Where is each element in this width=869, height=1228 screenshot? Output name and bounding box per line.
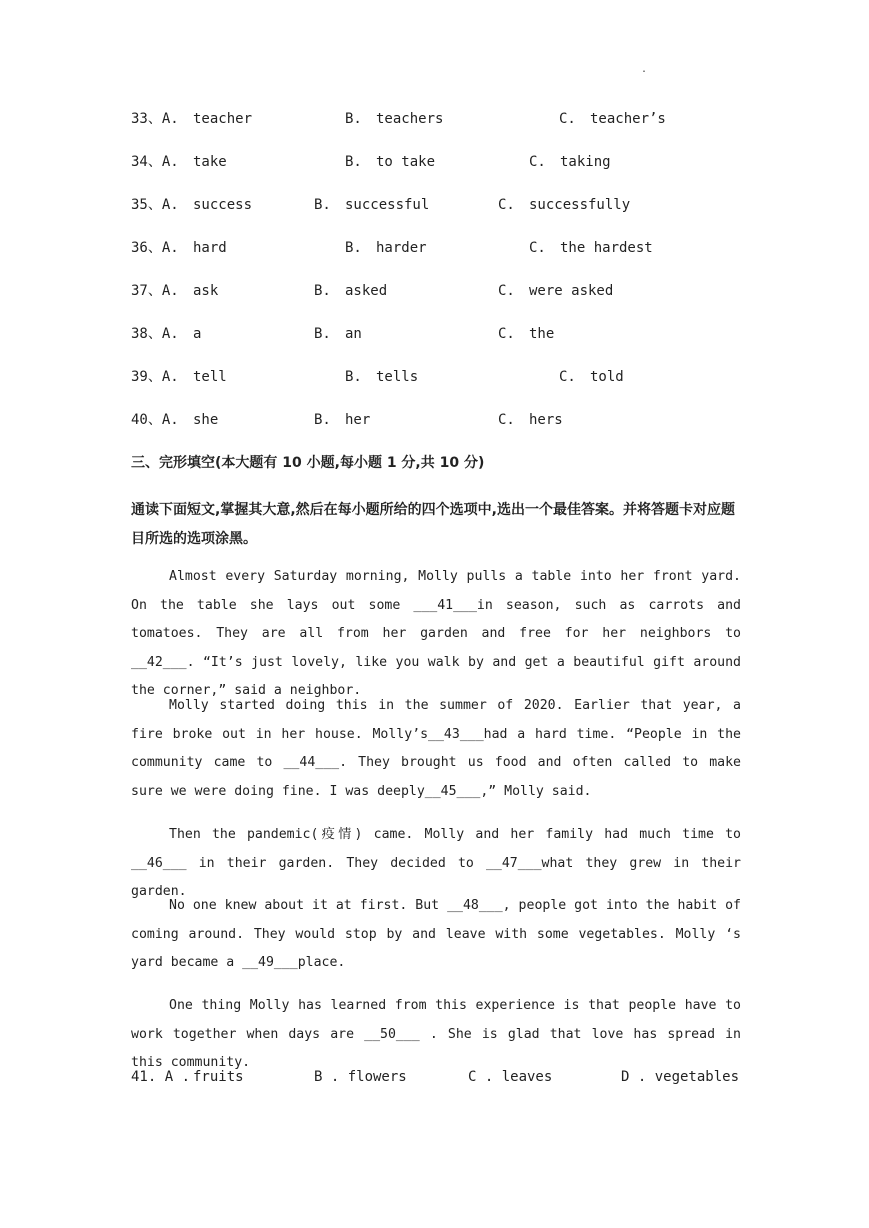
question-row (131, 281, 751, 301)
option-b-label: B. (314, 283, 331, 299)
option-b: her (345, 412, 371, 428)
option-b: tells (376, 369, 419, 385)
option-c-label: C. (498, 326, 515, 342)
option-b-label: B. (345, 240, 362, 256)
option-b: successful (345, 197, 430, 213)
option-c-label: C. (559, 111, 576, 127)
option-a: tell (193, 369, 227, 385)
question-number: 36、A. (131, 240, 179, 256)
question-number: 38、A. (131, 326, 179, 342)
question-row (131, 410, 751, 430)
option-c-label: C. (559, 369, 576, 385)
question-41-row (131, 1067, 751, 1087)
option-b: harder (376, 240, 427, 256)
option-b: teachers (376, 111, 444, 127)
question-number: 37、A. (131, 283, 179, 299)
option-b-label: B. (345, 111, 362, 127)
question-number: 39、A. (131, 369, 179, 385)
question-row (131, 324, 751, 344)
option-b-label: B. (314, 197, 331, 213)
option-c: the hardest (560, 240, 653, 256)
option-b-label: B. (314, 412, 331, 428)
option-c: C . leaves (468, 1069, 553, 1085)
option-b: to take (376, 154, 436, 170)
option-a: hard (193, 240, 227, 256)
passage-paragraph: Molly started doing this in the summer of 2020. Earlier that year, a fire broke out in her house. Molly’s__43___had a hard time. “People in the community came to __44___. They brought us food and often called to make sure we were doing fine. I was deeply__45___,” Molly said. (131, 698, 741, 799)
option-b: B . flowers (314, 1069, 407, 1085)
option-a: success (193, 197, 253, 213)
question-row (131, 238, 751, 258)
option-b-label: B. (345, 154, 362, 170)
passage-paragraph: No one knew about it at first. But __48___, people got into the habit of coming around. They would stop by and leave with some vegetables. Molly ‘s yard became a __49___place. (131, 898, 741, 971)
question-row (131, 195, 751, 215)
option-d: D . vegetables (621, 1069, 740, 1085)
question-number: 41. A . (131, 1069, 191, 1085)
passage-paragraph: Almost every Saturday morning, Molly pulls a table into her front yard. On the table she lays out some ___41___in season, such as carrots and tomatoes. They are all from her garden and free for her neighbors to __42___. “It’s just lovely, like you walk by and get a beautiful gift around the corner,” said a neighbor. (131, 569, 741, 699)
page-mark: . (641, 64, 648, 75)
option-c: successfully (529, 197, 631, 213)
option-c-label: C. (498, 197, 515, 213)
question-row (131, 109, 751, 129)
option-a: a (193, 326, 202, 342)
option-b: asked (345, 283, 388, 299)
question-number: 40、A. (131, 412, 179, 428)
question-number: 33、A. (131, 111, 179, 127)
section-instruction: 通读下面短文,掌握其大意,然后在每小题所给的四个选项中,选出一个最佳答案。并将答题卡对应题目所选的选项涂黑。 (131, 502, 735, 547)
option-b-label: B. (314, 326, 331, 342)
question-number: 35、A. (131, 197, 179, 213)
option-a: she (193, 412, 219, 428)
question-row (131, 152, 751, 172)
option-c-label: C. (498, 283, 515, 299)
passage-paragraph: One thing Molly has learned from this experience is that people have to work together when days are __50___ . She is glad that love has spread in this community. (131, 998, 741, 1071)
option-c-label: C. (529, 154, 546, 170)
option-b: an (345, 326, 362, 342)
option-c: hers (529, 412, 563, 428)
option-b-label: B. (345, 369, 362, 385)
option-a: take (193, 154, 227, 170)
passage-paragraph: Then the pandemic(疫情) came. Molly and her family had much time to __46___ in their garden. They decided to __47___what they grew in their garden. (131, 827, 741, 900)
option-c: were asked (529, 283, 614, 299)
option-a: teacher (193, 111, 253, 127)
option-c-label: C. (498, 412, 515, 428)
question-number: 34、A. (131, 154, 179, 170)
option-c: taking (560, 154, 611, 170)
option-c: the (529, 326, 555, 342)
option-a: fruits (193, 1069, 244, 1085)
option-c: told (590, 369, 624, 385)
question-row (131, 367, 751, 387)
section-title: 三、完形填空(本大题有 10 小题,每小题 1 分,共 10 分) (131, 455, 485, 471)
option-c: teacher’s (590, 111, 666, 127)
option-c-label: C. (529, 240, 546, 256)
option-a: ask (193, 283, 219, 299)
